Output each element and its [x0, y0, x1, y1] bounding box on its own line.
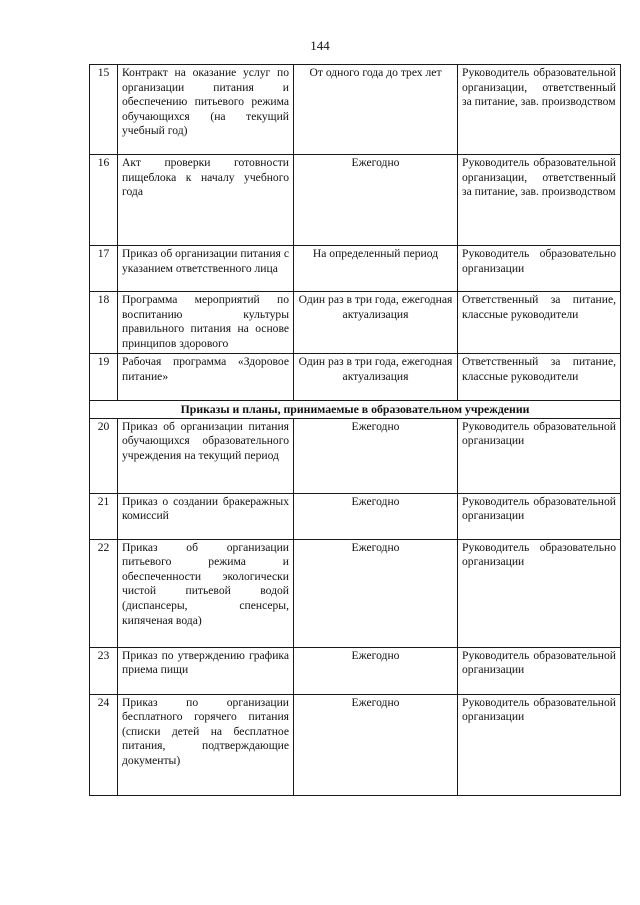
- table-body-top: [90, 65, 621, 796]
- validity-term: Ежегодно: [294, 418, 458, 493]
- responsible-person: Ответственный за питание, классные руководители: [458, 354, 621, 401]
- responsible-person: Руководитель образовательной организации: [458, 647, 621, 694]
- validity-term: Ежегодно: [294, 539, 458, 647]
- row-number: 18: [90, 292, 118, 354]
- row-number: 16: [90, 155, 118, 246]
- table-row: [90, 539, 621, 647]
- responsible-person: Руководитель образовательной организации, ответственный за питание, зав. производством: [458, 65, 621, 155]
- table-row: [90, 155, 621, 246]
- validity-term: От одного года до трех лет: [294, 65, 458, 155]
- row-number: 19: [90, 354, 118, 401]
- responsible-person: Руководитель образовательной организации: [458, 694, 621, 795]
- document-name: Приказ об организации питьевого режима и обеспеченности экологически чистой питьевой водой (диспансеры, спенсеры, кипяченая вода): [118, 539, 294, 647]
- row-number: 23: [90, 647, 118, 694]
- validity-term: Ежегодно: [294, 647, 458, 694]
- section-title: Приказы и планы, принимаемые в образовательном учреждении: [90, 401, 621, 419]
- document-name: Рабочая программа «Здоровое питание»: [118, 354, 294, 401]
- document-name: Приказ по организации бесплатного горячего питания (списки детей на бесплатное питания, подтверждающие документы): [118, 694, 294, 795]
- document-name: Акт проверки готовности пищеблока к началу учебного года: [118, 155, 294, 246]
- responsible-person: Руководитель образовательной организации, ответственный за питание, зав. производством: [458, 155, 621, 246]
- document-name: Приказ об организации питания обучающихся образовательного учреждения на текущий период: [118, 418, 294, 493]
- validity-term: На определенный период: [294, 246, 458, 292]
- table-row: [90, 65, 621, 155]
- table-row: [90, 246, 621, 292]
- row-number: 24: [90, 694, 118, 795]
- document-name: Приказ об организации питания с указанием ответственного лица: [118, 246, 294, 292]
- validity-term: Ежегодно: [294, 493, 458, 539]
- table-row: [90, 694, 621, 795]
- document-name: Приказ по утверждению графика приема пищи: [118, 647, 294, 694]
- responsible-person: Руководитель образовательно организации: [458, 246, 621, 292]
- table-row: [90, 292, 621, 354]
- document-name: Контракт на оказание услуг по организации питания и обеспечению питьевого режима обучающихся (на текущий учебный год): [118, 65, 294, 155]
- row-number: 22: [90, 539, 118, 647]
- responsible-person: Руководитель образовательно организации: [458, 539, 621, 647]
- validity-term: Ежегодно: [294, 155, 458, 246]
- row-number: 21: [90, 493, 118, 539]
- row-number: 15: [90, 65, 118, 155]
- table-row: [90, 647, 621, 694]
- row-number: 17: [90, 246, 118, 292]
- document-name: Программа мероприятий по воспитанию культуры правильного питания на основе принципов здорового: [118, 292, 294, 354]
- table-row: [90, 493, 621, 539]
- section-header-row: [90, 401, 621, 419]
- validity-term: Ежегодно: [294, 694, 458, 795]
- validity-term: Один раз в три года, ежегодная актуализация: [294, 292, 458, 354]
- validity-term: Один раз в три года, ежегодная актуализация: [294, 354, 458, 401]
- page-number: 144: [310, 38, 330, 53]
- responsible-person: Ответственный за питание, классные руководители: [458, 292, 621, 354]
- responsible-person: Руководитель образовательной организации: [458, 418, 621, 493]
- document-table: [89, 64, 621, 796]
- row-number: 20: [90, 418, 118, 493]
- table-row: [90, 418, 621, 493]
- responsible-person: Руководитель образовательной организации: [458, 493, 621, 539]
- table-row: [90, 354, 621, 401]
- document-name: Приказ о создании бракеражных комиссий: [118, 493, 294, 539]
